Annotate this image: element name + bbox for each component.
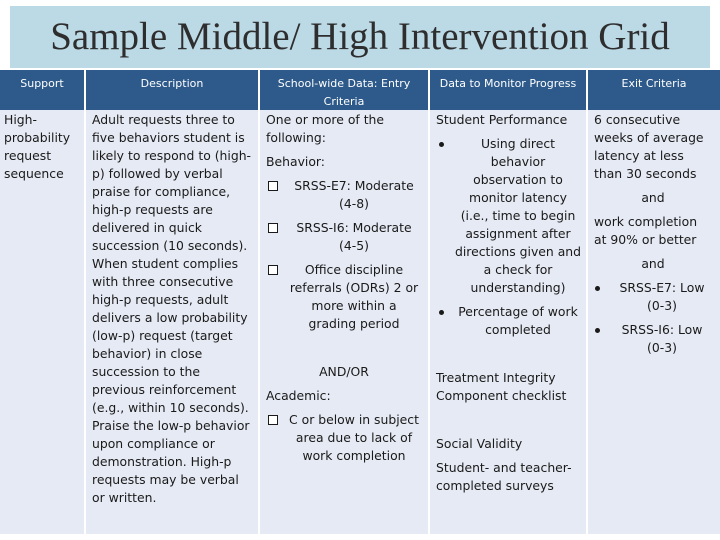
work-completion-criterion: work completion at 90% or better [594,214,698,247]
checkbox-icon [268,181,278,191]
checkbox-icon [268,265,278,275]
and-or-text: AND/OR [319,364,369,379]
header-entry-criteria: School-wide Data: Entry Criteria [258,70,428,110]
student-performance-label: Student Performance [436,112,568,127]
support-cell [0,110,84,534]
monitor-progress-cell [428,110,586,534]
behavior-label: Behavior: [266,154,325,169]
entry-item: SRSS-I6: Moderate (4-5) [266,219,422,255]
support-text: High-probability request sequence [4,112,71,181]
latency-criterion: 6 consecutive weeks of average latency at less than 30 seconds [594,112,704,181]
entry-item: SRSS-E7: Moderate (4-8) [266,177,422,213]
header-monitor-progress: Data to Monitor Progress [428,70,586,110]
monitor-item: Using direct behavior observation to monitor latency (i.e., time to begin assignment after directions given and a check for understanding) [436,135,582,297]
and-text: and [641,256,665,271]
header-exit-criteria: Exit Criteria [586,70,720,110]
entry-criteria-cell [258,110,428,534]
entry-intro: One or more of the following: [266,112,385,145]
bullet-icon [439,142,444,147]
bullet-icon [595,328,600,333]
entry-item: Office discipline referrals (ODRs) 2 or more within a grading period [266,261,422,333]
monitor-item: Percentage of work completed [436,303,582,339]
description-text: Adult requests three to five behaviors student is likely to respond to (high-p) followed by verbal praise for compliance, high-p requests are delivered in quick succession (10 seconds). When student complies with three consecutive high-p requests, adult delivers a low probability (low-p) request (target behavior) in close succession to the previous reinforcement (e.g., within 10 seconds). Praise the low-p behavior upon compliance or demonstration. High-p requests may be verbal or written. [92,112,252,505]
checkbox-icon [268,415,278,425]
academic-label: Academic: [266,388,331,403]
description-cell [84,110,258,534]
header-support: Support [0,70,84,110]
page-title: Sample Middle/ High Intervention Grid [50,15,670,58]
social-validity-label: Social Validity [436,436,523,451]
bullet-icon [439,310,444,315]
checkbox-icon [268,223,278,233]
treatment-integrity-text: Treatment Integrity Component checklist [436,370,567,403]
surveys-text: Student- and teacher-completed surveys [436,460,572,493]
and-text: and [641,190,665,205]
exit-item: SRSS-I6: Low (0-3) [594,321,712,357]
header-description: Description [84,70,258,110]
exit-criteria-cell [586,110,720,534]
bullet-icon [595,286,600,291]
table-header-row [0,70,720,110]
exit-item: SRSS-E7: Low (0-3) [594,279,712,315]
entry-item: C or below in subject area due to lack of work completion [266,411,422,465]
